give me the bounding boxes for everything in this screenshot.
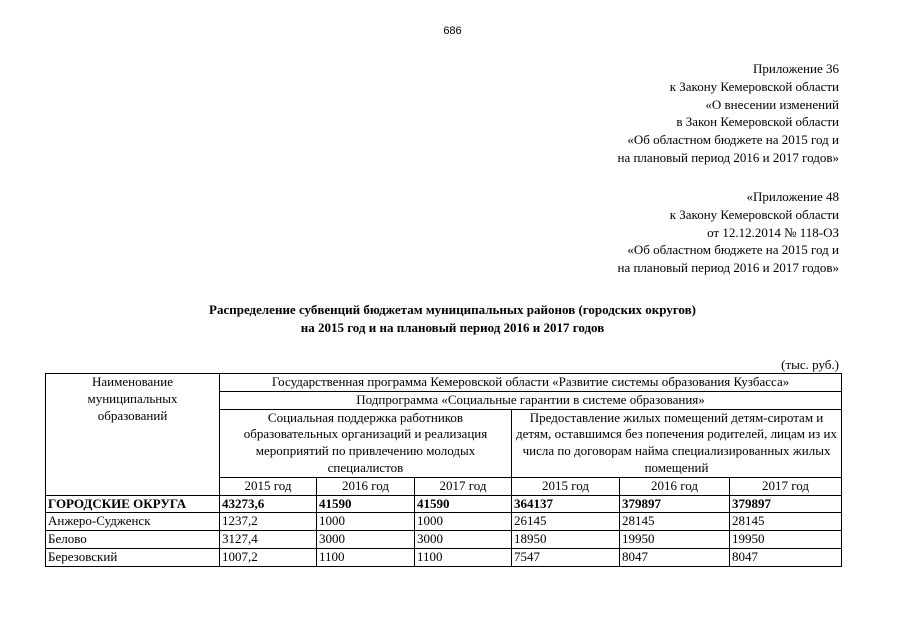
table-cell: 26145 <box>512 513 620 531</box>
table-cell: 1100 <box>317 548 415 566</box>
table-cell: 379897 <box>620 495 730 513</box>
annex-line: от 12.12.2014 № 118-ОЗ <box>707 224 839 240</box>
table-cell: 1007,2 <box>220 548 317 566</box>
annex-line: на плановый период 2016 и 2017 годов» <box>617 149 839 165</box>
table-cell: 3127,4 <box>220 531 317 549</box>
subventions-table <box>45 373 842 567</box>
table-cell: 18950 <box>512 531 620 549</box>
table-cell: 19950 <box>620 531 730 549</box>
annex-line: к Закону Кемеровской области <box>669 78 839 94</box>
municipality-name: ГОРОДСКИЕ ОКРУГА <box>46 495 220 513</box>
staff-support-header: Социальная поддержка работников образовательных организаций и реализация мероприятий по привлечению молодых специалистов <box>220 409 512 477</box>
table-cell: 1000 <box>415 513 512 531</box>
year-header: 2016 год <box>620 477 730 495</box>
table-cell: 1000 <box>317 513 415 531</box>
table-cell: 379897 <box>730 495 842 513</box>
document-title <box>0 301 905 337</box>
page-number: 686 <box>443 25 462 37</box>
year-header: 2015 год <box>512 477 620 495</box>
annex-line: «О внесении изменений <box>705 96 839 112</box>
table-cell: 8047 <box>620 548 730 566</box>
municipality-header: Наименование муниципальных образований <box>46 374 220 496</box>
municipality-name: Березовский <box>46 548 220 566</box>
title-line-1: Распределение субвенций бюджетам муниципальных районов (городских округов) <box>209 302 696 317</box>
year-header: 2016 год <box>317 477 415 495</box>
municipality-name: Анжеро-Судженск <box>46 513 220 531</box>
table-cell: 28145 <box>620 513 730 531</box>
municipality-name: Белово <box>46 531 220 549</box>
table-cell: 8047 <box>730 548 842 566</box>
table-cell: 1100 <box>415 548 512 566</box>
table-cell: 28145 <box>730 513 842 531</box>
annex-line: на плановый период 2016 и 2017 годов» <box>617 260 839 276</box>
table-cell: 41590 <box>317 495 415 513</box>
title-line-2: на 2015 год и на плановый период 2016 и 2017 годов <box>300 320 605 335</box>
annex-line: «Об областном бюджете на 2015 год и <box>627 132 839 148</box>
annex-line: Приложение 36 <box>752 61 839 76</box>
table-cell: 3000 <box>415 531 512 549</box>
annex-line: «Об областном бюджете на 2015 год и <box>627 242 839 258</box>
orphan-housing-header: Предоставление жилых помещений детям-сиротам и детям, оставшимся без попечения родителей, лицам из их числа по договорам найма специализированных жилых помещений <box>512 409 842 477</box>
original-annex-heading <box>618 188 840 277</box>
annex-heading <box>618 60 840 167</box>
table-cell: 43273,6 <box>220 495 317 513</box>
table-row <box>46 548 842 566</box>
year-header: 2017 год <box>415 477 512 495</box>
table-cell: 3000 <box>317 531 415 549</box>
table-cell: 41590 <box>415 495 512 513</box>
annex-line: «Приложение 48 <box>746 189 839 204</box>
subprogram-header: Подпрограмма «Социальные гарантии в системе образования» <box>220 391 842 409</box>
table-row <box>46 495 842 513</box>
program-header: Государственная программа Кемеровской области «Развитие системы образования Кузбасса» <box>220 374 842 392</box>
table-cell: 364137 <box>512 495 620 513</box>
year-header: 2015 год <box>220 477 317 495</box>
annex-line: к Закону Кемеровской области <box>669 206 839 222</box>
units-note: (тыс. руб.) <box>781 357 839 372</box>
table-row <box>46 513 842 531</box>
annex-line: в Закон Кемеровской области <box>676 114 839 130</box>
table-cell: 19950 <box>730 531 842 549</box>
year-header: 2017 год <box>730 477 842 495</box>
table-cell: 1237,2 <box>220 513 317 531</box>
table-cell: 7547 <box>512 548 620 566</box>
table-row <box>46 531 842 549</box>
